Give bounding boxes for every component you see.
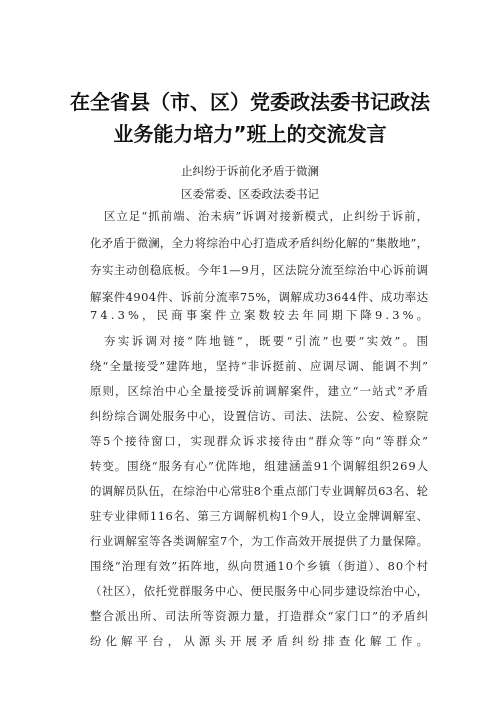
body-line: 化矛盾于微澜，全力将综治中心打造成矛盾纠纷化解的“集散地”， bbox=[90, 236, 429, 250]
body-line: 驻专业律师116名、第三方调解机构1个9人，设立金牌调解室、 bbox=[90, 509, 429, 523]
document-title-line-1: 在全省县（市、区）党委政法委书记政法 bbox=[70, 90, 430, 114]
speech-subtitle: 止纠纷于诉前化矛盾于微澜 bbox=[181, 164, 319, 178]
body-line: 行业调解室等各类调解室7个，为工作高效开展提供了力量保障。 bbox=[90, 534, 429, 548]
body-line: 等5个接待窗口，实现群众诉求接待由“群众等”向“等群众” bbox=[90, 434, 430, 448]
body-line: 绕“全量接受”建阵地，坚持“非诉挺前、应调尽调、能调不判” bbox=[90, 359, 430, 373]
body-line: 74.3%，民商事案件立案数较去年同期下降9.3%。 bbox=[90, 308, 432, 322]
body-line: 的调解员队伍，在综治中心常驻8个重点部门专业调解员63名、轮 bbox=[90, 484, 429, 498]
body-line: 围绕“治理有效”拓阵地，纵向贯通10个乡镇（街道）、80个村 bbox=[90, 559, 430, 573]
body-line: 原则，区综治中心全量接受诉前调解案件，建立“一站式”矛盾 bbox=[90, 384, 430, 398]
body-line: 区立足“抓前端、治未病”诉调对接新模式，止纠纷于诉前， bbox=[104, 209, 430, 223]
body-line: 纠纷综合调处服务中心，设置信访、司法、法院、公安、检察院 bbox=[90, 409, 429, 423]
body-line: 夯实主动创稳底板。今年1—9月，区法院分流至综治中心诉前调 bbox=[90, 263, 429, 277]
document-title-line-2: 业务能力培力”班上的交流发言 bbox=[113, 122, 387, 146]
body-line: 整合派出所、司法所等资源力量，打造群众“家门口”的矛盾纠 bbox=[90, 609, 430, 623]
body-line: 转变。围绕“服务有心”优阵地，组建涵盖91个调解组织269人 bbox=[90, 459, 429, 473]
body-line: 纷化解平台，从源头开展矛盾纠纷排查化解工作。 bbox=[90, 634, 433, 648]
body-line: （社区），依托党群服务中心、便民服务中心同步建设综治中心， bbox=[90, 584, 429, 598]
body-line: 解案件4904件、诉前分流率75%，调解成功3644件、成功率达 bbox=[90, 290, 429, 304]
body-line: 夯实诉调对接“阵地链”，既要“引流”也要“实效”。围 bbox=[104, 334, 431, 348]
speaker-position: 区委常委、区委政法委书记 bbox=[181, 187, 319, 201]
